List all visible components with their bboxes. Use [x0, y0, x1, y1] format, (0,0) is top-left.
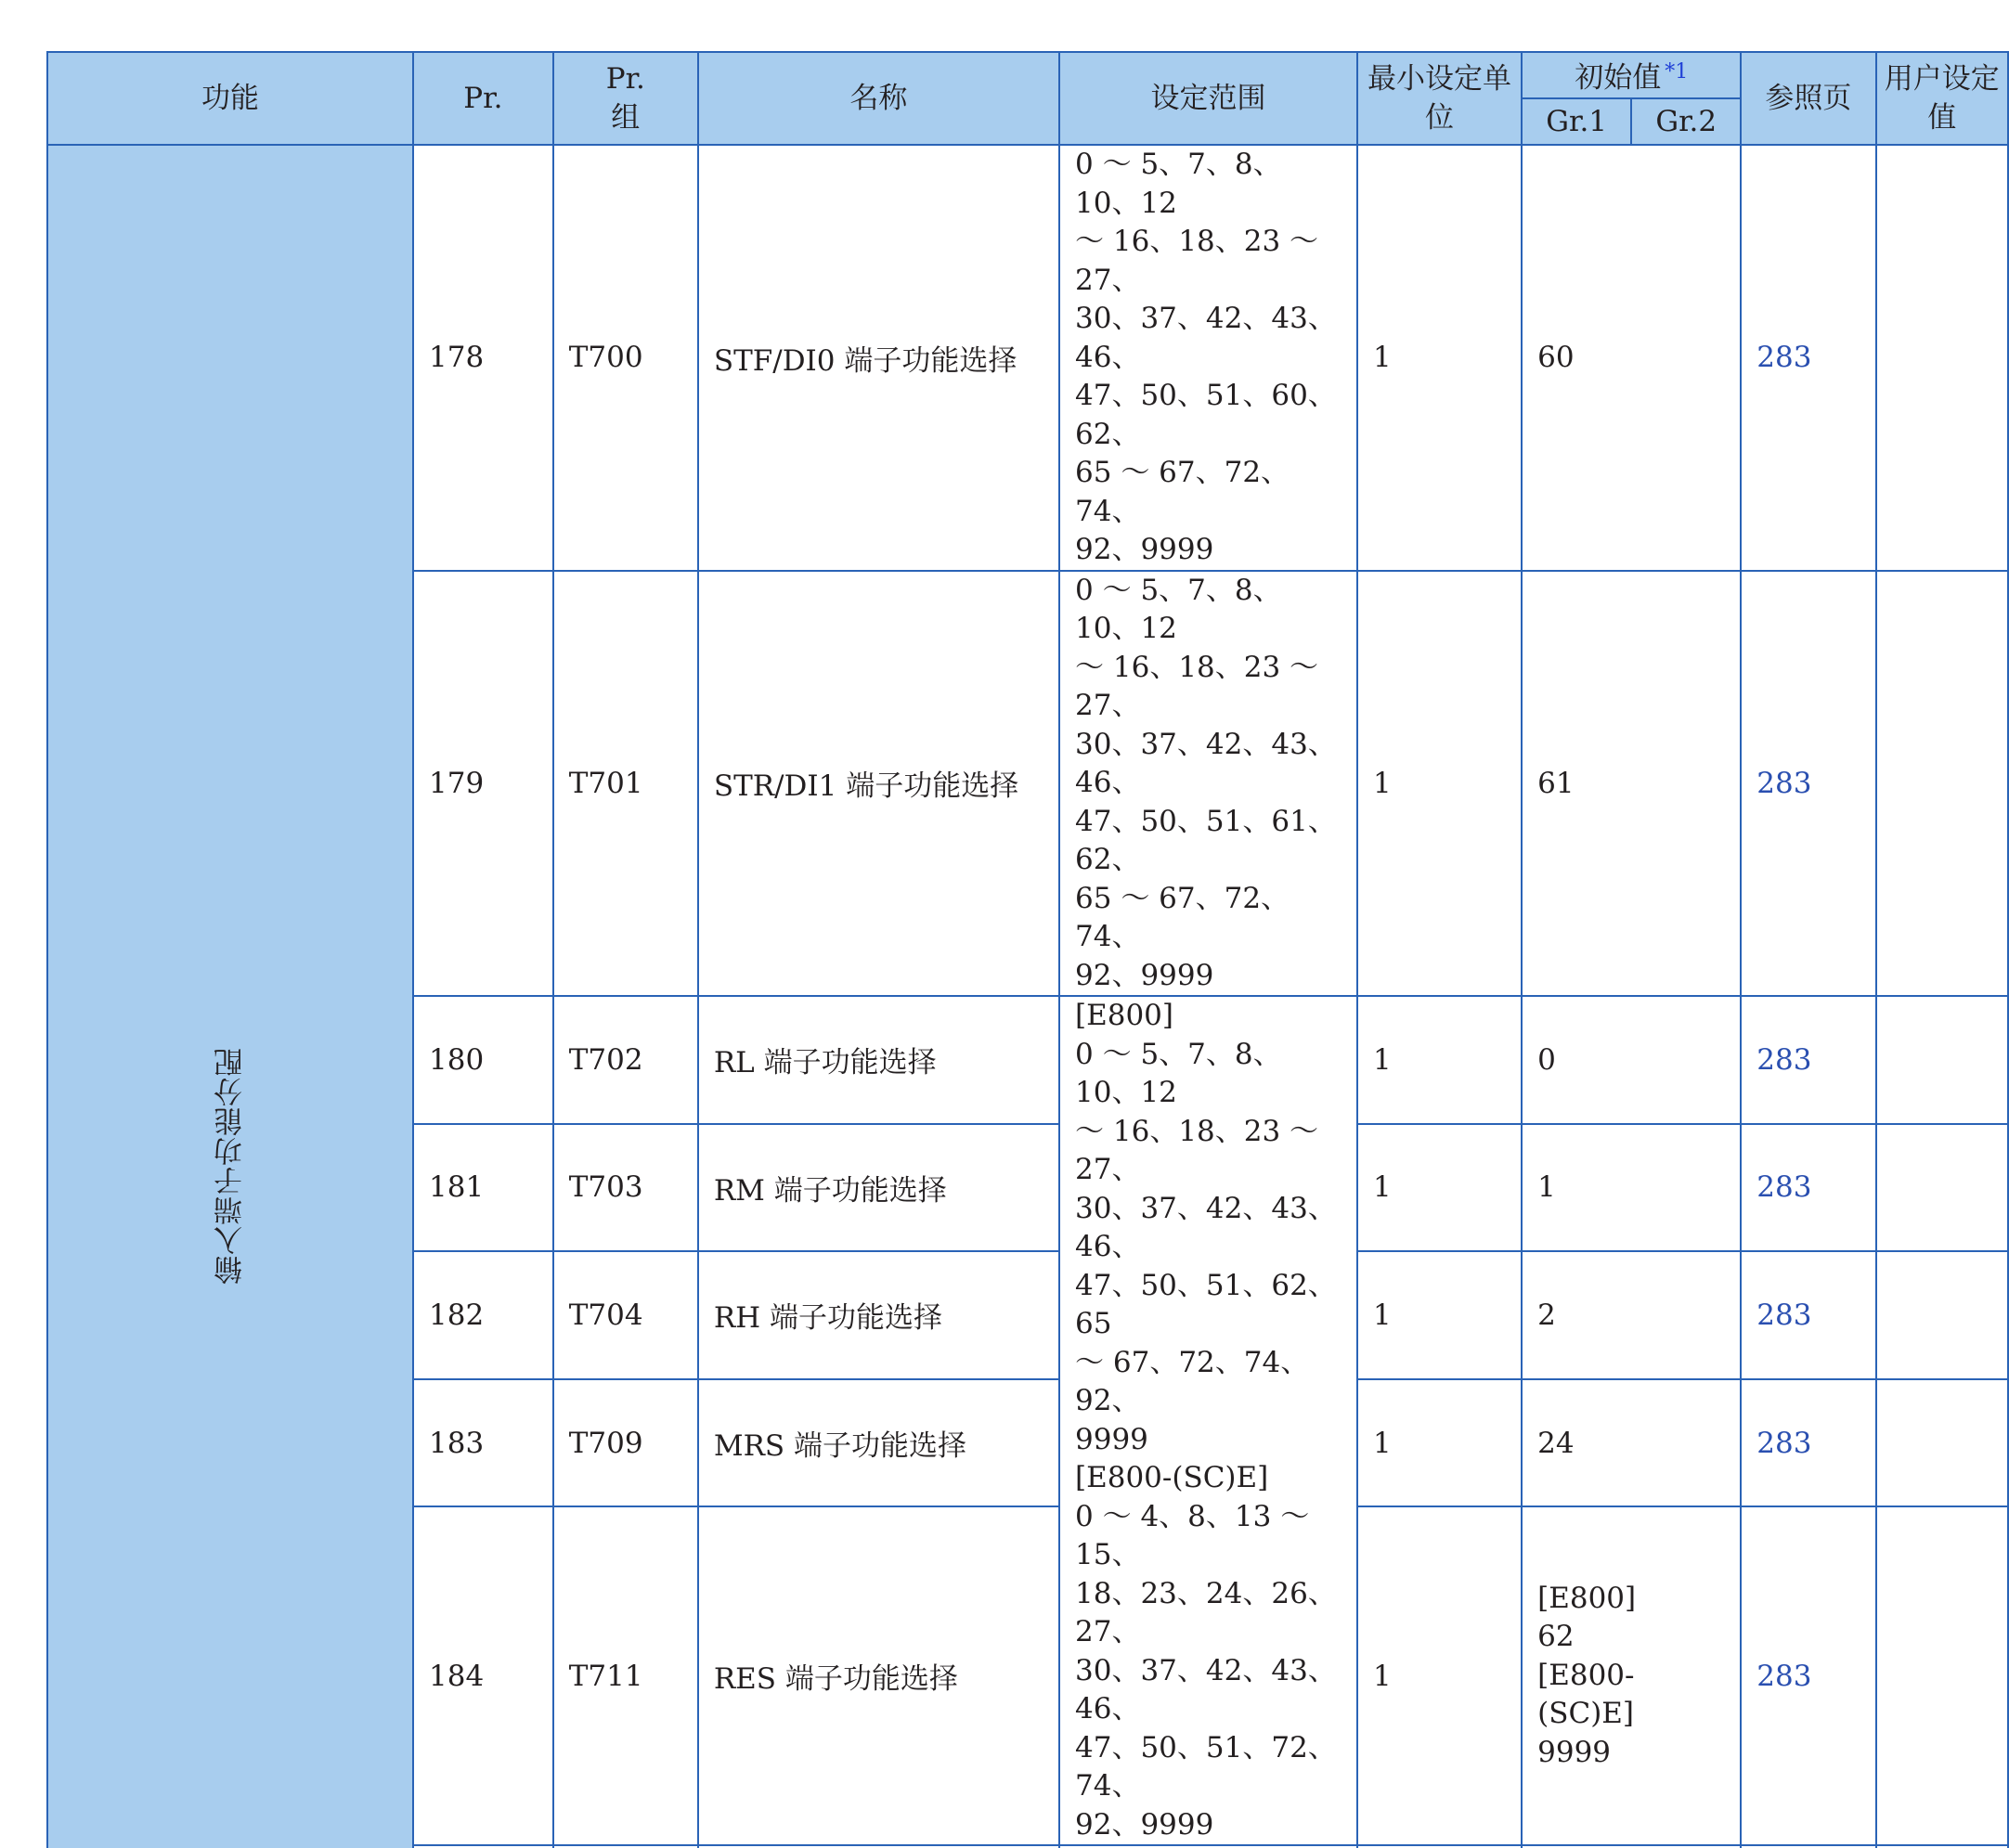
- unit-cell: 1: [1357, 571, 1522, 997]
- group-cell: T700: [553, 145, 698, 571]
- ref-page-link[interactable]: 283: [1741, 996, 1875, 1124]
- range-cell: 0 ～ 5、7、8、10、12 ～ 16、18、23 ～ 27、 30、37、42、43、46、 47、50、51、60、62、 65 ～ 67、72、74、 92、9999: [1059, 145, 1357, 571]
- header-function: 功能: [47, 52, 413, 145]
- unit-cell: 1: [1357, 1379, 1522, 1507]
- initial-cell: 2: [1522, 1251, 1741, 1379]
- header-initial: 初始值 $^{*1}$: [1522, 52, 1741, 98]
- name-cell: STR/DI1 端子功能选择: [698, 571, 1059, 997]
- user-setting-cell: [1876, 1506, 2008, 1845]
- initial-cell: 1: [1522, 1124, 1741, 1252]
- group-cell: T704: [553, 1251, 698, 1379]
- header-gr1: Gr.1: [1522, 98, 1631, 145]
- ref-page-link[interactable]: 283: [1741, 1506, 1875, 1845]
- unit-cell: 1: [1357, 1251, 1522, 1379]
- initial-cell: 61: [1522, 571, 1741, 997]
- header-name: 名称: [698, 52, 1059, 145]
- function-group-label: 输入端子功能分配: [214, 1046, 248, 1285]
- header-pr-group: Pr. 组: [553, 52, 698, 145]
- user-setting-cell: [1876, 1845, 2008, 1848]
- unit-cell: [1357, 1845, 1522, 1848]
- table-row: [47, 145, 2008, 571]
- user-setting-cell: [1876, 1379, 2008, 1507]
- initial-cell: 60: [1522, 145, 1741, 571]
- user-setting-cell: [1876, 1251, 2008, 1379]
- user-setting-cell: [1876, 1124, 2008, 1252]
- pr-cell: 182: [413, 1251, 553, 1379]
- header-ref-page: 参照页: [1741, 52, 1875, 145]
- group-cell: T702: [553, 996, 698, 1124]
- unit-cell: 1: [1357, 996, 1522, 1124]
- user-setting-cell: [1876, 145, 2008, 571]
- initial-cell: [E800] 62 [E800-(SC)E] 9999: [1522, 1506, 1741, 1845]
- ref-page-link[interactable]: [1741, 1845, 1875, 1848]
- user-setting-cell: [1876, 571, 2008, 997]
- pr-cell: 181: [413, 1124, 553, 1252]
- range-cell: [1059, 1845, 1357, 1848]
- ref-page-link[interactable]: 283: [1741, 145, 1875, 571]
- unit-cell: 1: [1357, 1506, 1522, 1845]
- ref-page-link[interactable]: 283: [1741, 571, 1875, 997]
- parameter-table: [46, 51, 2009, 1848]
- name-cell: STF/DI0 端子功能选择: [698, 145, 1059, 571]
- header-range: 设定范围: [1059, 52, 1357, 145]
- ref-page-link[interactable]: 283: [1741, 1379, 1875, 1507]
- name-cell: RES 端子功能选择: [698, 1506, 1059, 1845]
- group-cell: T711: [553, 1506, 698, 1845]
- pr-cell: 179: [413, 571, 553, 997]
- pr-cell: 180: [413, 996, 553, 1124]
- ref-page-link[interactable]: 283: [1741, 1124, 1875, 1252]
- group-cell: T703: [553, 1124, 698, 1252]
- unit-cell: 1: [1357, 1124, 1522, 1252]
- pr-cell: 178: [413, 145, 553, 571]
- pr-cell: 183: [413, 1379, 553, 1507]
- pr-cell: [413, 1845, 553, 1848]
- header-pr: Pr.: [413, 52, 553, 145]
- name-cell: MRS 端子功能选择: [698, 1379, 1059, 1507]
- unit-cell: 1: [1357, 145, 1522, 571]
- name-cell: RL 端子功能选择: [698, 996, 1059, 1124]
- header-user-setting: 用户设定 值: [1876, 52, 2008, 145]
- header-gr2: Gr.2: [1631, 98, 1741, 145]
- name-cell: [698, 1845, 1059, 1848]
- group-cell: [553, 1845, 698, 1848]
- initial-cell: 0: [1522, 996, 1741, 1124]
- group-cell: T701: [553, 571, 698, 997]
- range-cell: 0 ～ 5、7、8、10、12 ～ 16、18、23 ～ 27、 30、37、42、43、46、 47、50、51、61、62、 65 ～ 67、72、74、 92、9999: [1059, 571, 1357, 997]
- pr-cell: 184: [413, 1506, 553, 1845]
- initial-cell: 24: [1522, 1379, 1741, 1507]
- user-setting-cell: [1876, 996, 2008, 1124]
- header-min-unit: 最小设定单 位: [1357, 52, 1522, 145]
- ref-page-link[interactable]: 283: [1741, 1251, 1875, 1379]
- group-cell: T709: [553, 1379, 698, 1507]
- range-cell: [E800] 0 ～ 5、7、8、10、12 ～ 16、18、23 ～ 27、 30、37、42、43、46、 47、50、51、62、65 ～ 67、72、74、92、 9999 [E800-(SC)E] 0 ～ 4、8、13 ～ 15、 18、23、24、26、27、 30、37、42、43、46、 47、50、51、72、74、 92、9999: [1059, 996, 1357, 1845]
- function-group-cell: [47, 145, 413, 1848]
- name-cell: RM 端子功能选择: [698, 1124, 1059, 1252]
- name-cell: RH 端子功能选择: [698, 1251, 1059, 1379]
- initial-cell: [1522, 1845, 1741, 1848]
- footnote-marker: *1: [1665, 60, 1689, 84]
